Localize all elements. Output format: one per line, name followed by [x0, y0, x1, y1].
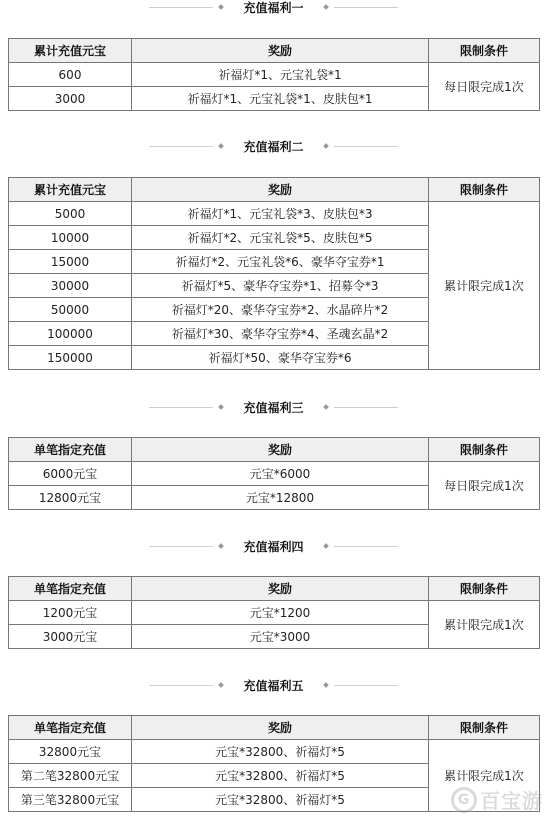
amount-cell: 100000 [9, 322, 132, 346]
column-header: 单笔指定充值 [9, 438, 132, 462]
section-title-2 [0, 136, 547, 156]
diamond-icon [323, 143, 329, 149]
table-header-row [9, 577, 540, 601]
condition-cell: 累计限完成1次 [429, 740, 540, 812]
diamond-icon [219, 143, 225, 149]
reward-cell: 祈福灯*1、元宝礼袋*3、皮肤包*3 [132, 202, 429, 226]
divider-line [149, 546, 213, 547]
divider-line [149, 7, 213, 8]
diamond-icon [219, 404, 225, 410]
section-heading: 充值福利五 [243, 678, 304, 693]
column-header: 单笔指定充值 [9, 577, 132, 601]
diamond-icon [219, 4, 225, 10]
table-header-row [9, 39, 540, 63]
table-header-row [9, 716, 540, 740]
column-header: 奖励 [132, 178, 429, 202]
section-heading: 充值福利四 [243, 539, 304, 554]
divider-line [149, 685, 213, 686]
amount-cell: 32800元宝 [9, 740, 132, 764]
reward-cell: 祈福灯*50、豪华夺宝券*6 [132, 346, 429, 370]
divider-line [334, 407, 398, 408]
table-row [9, 462, 540, 486]
divider-line [149, 407, 213, 408]
table-row [9, 601, 540, 625]
section-title-4 [0, 536, 547, 556]
amount-cell: 6000元宝 [9, 462, 132, 486]
watermark-logo-icon: G [451, 787, 477, 813]
reward-cell: 祈福灯*1、元宝礼袋*1、皮肤包*1 [132, 87, 429, 111]
diamond-icon [219, 682, 225, 688]
amount-cell: 50000 [9, 298, 132, 322]
column-header: 限制条件 [429, 178, 540, 202]
diamond-icon [323, 4, 329, 10]
amount-cell: 12800元宝 [9, 486, 132, 510]
reward-cell: 元宝*32800、祈福灯*5 [132, 764, 429, 788]
table-row [9, 63, 540, 87]
amount-cell: 150000 [9, 346, 132, 370]
reward-cell: 元宝*6000 [132, 462, 429, 486]
reward-table-1 [8, 38, 540, 111]
reward-table-4 [8, 576, 540, 649]
reward-cell: 祈福灯*30、豪华夺宝券*4、圣魂玄晶*2 [132, 322, 429, 346]
amount-cell: 10000 [9, 226, 132, 250]
column-header: 限制条件 [429, 438, 540, 462]
amount-cell: 3000元宝 [9, 625, 132, 649]
reward-cell: 元宝*1200 [132, 601, 429, 625]
amount-cell: 5000 [9, 202, 132, 226]
amount-cell: 30000 [9, 274, 132, 298]
column-header: 奖励 [132, 716, 429, 740]
column-header: 奖励 [132, 39, 429, 63]
table-row [9, 202, 540, 226]
diamond-icon [323, 404, 329, 410]
diamond-icon [323, 682, 329, 688]
amount-cell: 15000 [9, 250, 132, 274]
reward-cell: 祈福灯*2、元宝礼袋*6、豪华夺宝券*1 [132, 250, 429, 274]
reward-cell: 元宝*32800、祈福灯*5 [132, 740, 429, 764]
column-header: 限制条件 [429, 716, 540, 740]
section-title-5 [0, 675, 547, 695]
diamond-icon [219, 543, 225, 549]
column-header: 累计充值元宝 [9, 39, 132, 63]
divider-line [334, 146, 398, 147]
section-title-3 [0, 397, 547, 417]
condition-cell: 每日限完成1次 [429, 63, 540, 111]
section-heading: 充值福利二 [243, 139, 304, 154]
column-header: 奖励 [132, 577, 429, 601]
amount-cell: 600 [9, 63, 132, 87]
reward-table-3 [8, 437, 540, 510]
reward-table-2 [8, 177, 540, 370]
section-heading: 充值福利一 [243, 0, 304, 15]
divider-line [334, 685, 398, 686]
reward-cell: 祈福灯*2、元宝礼袋*5、皮肤包*5 [132, 226, 429, 250]
condition-cell: 累计限完成1次 [429, 202, 540, 370]
column-header: 单笔指定充值 [9, 716, 132, 740]
table-header-row [9, 438, 540, 462]
column-header: 奖励 [132, 438, 429, 462]
reward-cell: 祈福灯*5、豪华夺宝券*1、招募令*3 [132, 274, 429, 298]
amount-cell: 第三笔32800元宝 [9, 788, 132, 812]
diamond-icon [323, 543, 329, 549]
reward-cell: 元宝*32800、祈福灯*5 [132, 788, 429, 812]
table-row [9, 740, 540, 764]
reward-cell: 元宝*12800 [132, 486, 429, 510]
amount-cell: 3000 [9, 87, 132, 111]
column-header: 限制条件 [429, 577, 540, 601]
reward-cell: 祈福灯*20、豪华夺宝券*2、水晶碎片*2 [132, 298, 429, 322]
amount-cell: 第二笔32800元宝 [9, 764, 132, 788]
table-header-row [9, 178, 540, 202]
site-watermark [451, 785, 543, 814]
divider-line [149, 146, 213, 147]
divider-line [334, 7, 398, 8]
divider-line [334, 546, 398, 547]
reward-cell: 祈福灯*1、元宝礼袋*1 [132, 63, 429, 87]
section-heading: 充值福利三 [243, 400, 304, 415]
section-title-1 [0, 0, 547, 17]
column-header: 累计充值元宝 [9, 178, 132, 202]
condition-cell: 累计限完成1次 [429, 601, 540, 649]
watermark-text: 百宝游 [480, 789, 543, 813]
column-header: 限制条件 [429, 39, 540, 63]
amount-cell: 1200元宝 [9, 601, 132, 625]
condition-cell: 每日限完成1次 [429, 462, 540, 510]
reward-cell: 元宝*3000 [132, 625, 429, 649]
